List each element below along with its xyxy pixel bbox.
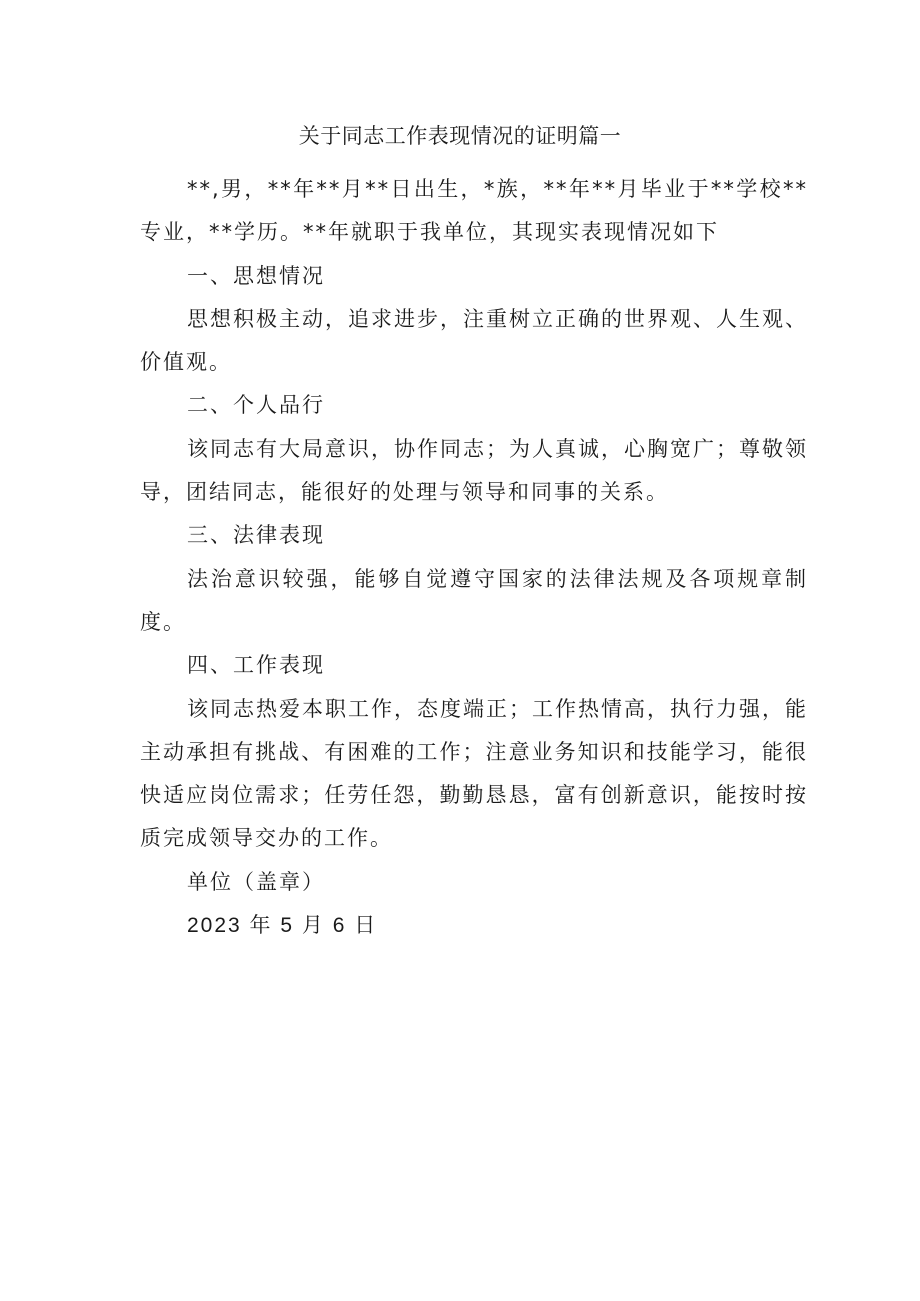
section-heading-character: 二、个人品行 — [187, 393, 325, 418]
character-paragraph: 该同志有大局意识，协作同志；为人真诚，心胸宽广；尊敬领导，团结同志，能很好的处理与领导和同事的关系。 — [140, 436, 808, 505]
date-line: 2023 年 5 月 6 日 — [187, 914, 378, 938]
document-body — [140, 168, 808, 947]
work-paragraph: 该同志热爱本职工作，态度端正；工作热情高，执行力强，能主动承担有挑战、有困难的工作；注意业务知识和技能学习，能很快适应岗位需求；任劳任怨，勤勤恳恳，富有创新意识，能按时按质完成领导交办的工作。 — [140, 696, 808, 851]
law-paragraph: 法治意识较强，能够自觉遵守国家的法律法规及各项规章制度。 — [140, 566, 808, 634]
thought-paragraph: 思想积极主动，追求进步，注重树立正确的世界观、人生观、价值观。 — [140, 306, 808, 375]
unit-seal-line: 单位（盖章） — [187, 869, 325, 894]
section-heading-law: 三、法律表现 — [187, 523, 325, 548]
section-heading-work: 四、工作表现 — [187, 653, 325, 678]
section-heading-thought: 一、思想情况 — [187, 263, 325, 288]
document-title: 关于同志工作表现情况的证明篇一 — [298, 124, 622, 148]
intro-paragraph: **,男，**年**月**日出生，*族，**年**月毕业于**学校**专业，**学历。**年就职于我单位，其现实表现情况如下 — [140, 177, 808, 245]
